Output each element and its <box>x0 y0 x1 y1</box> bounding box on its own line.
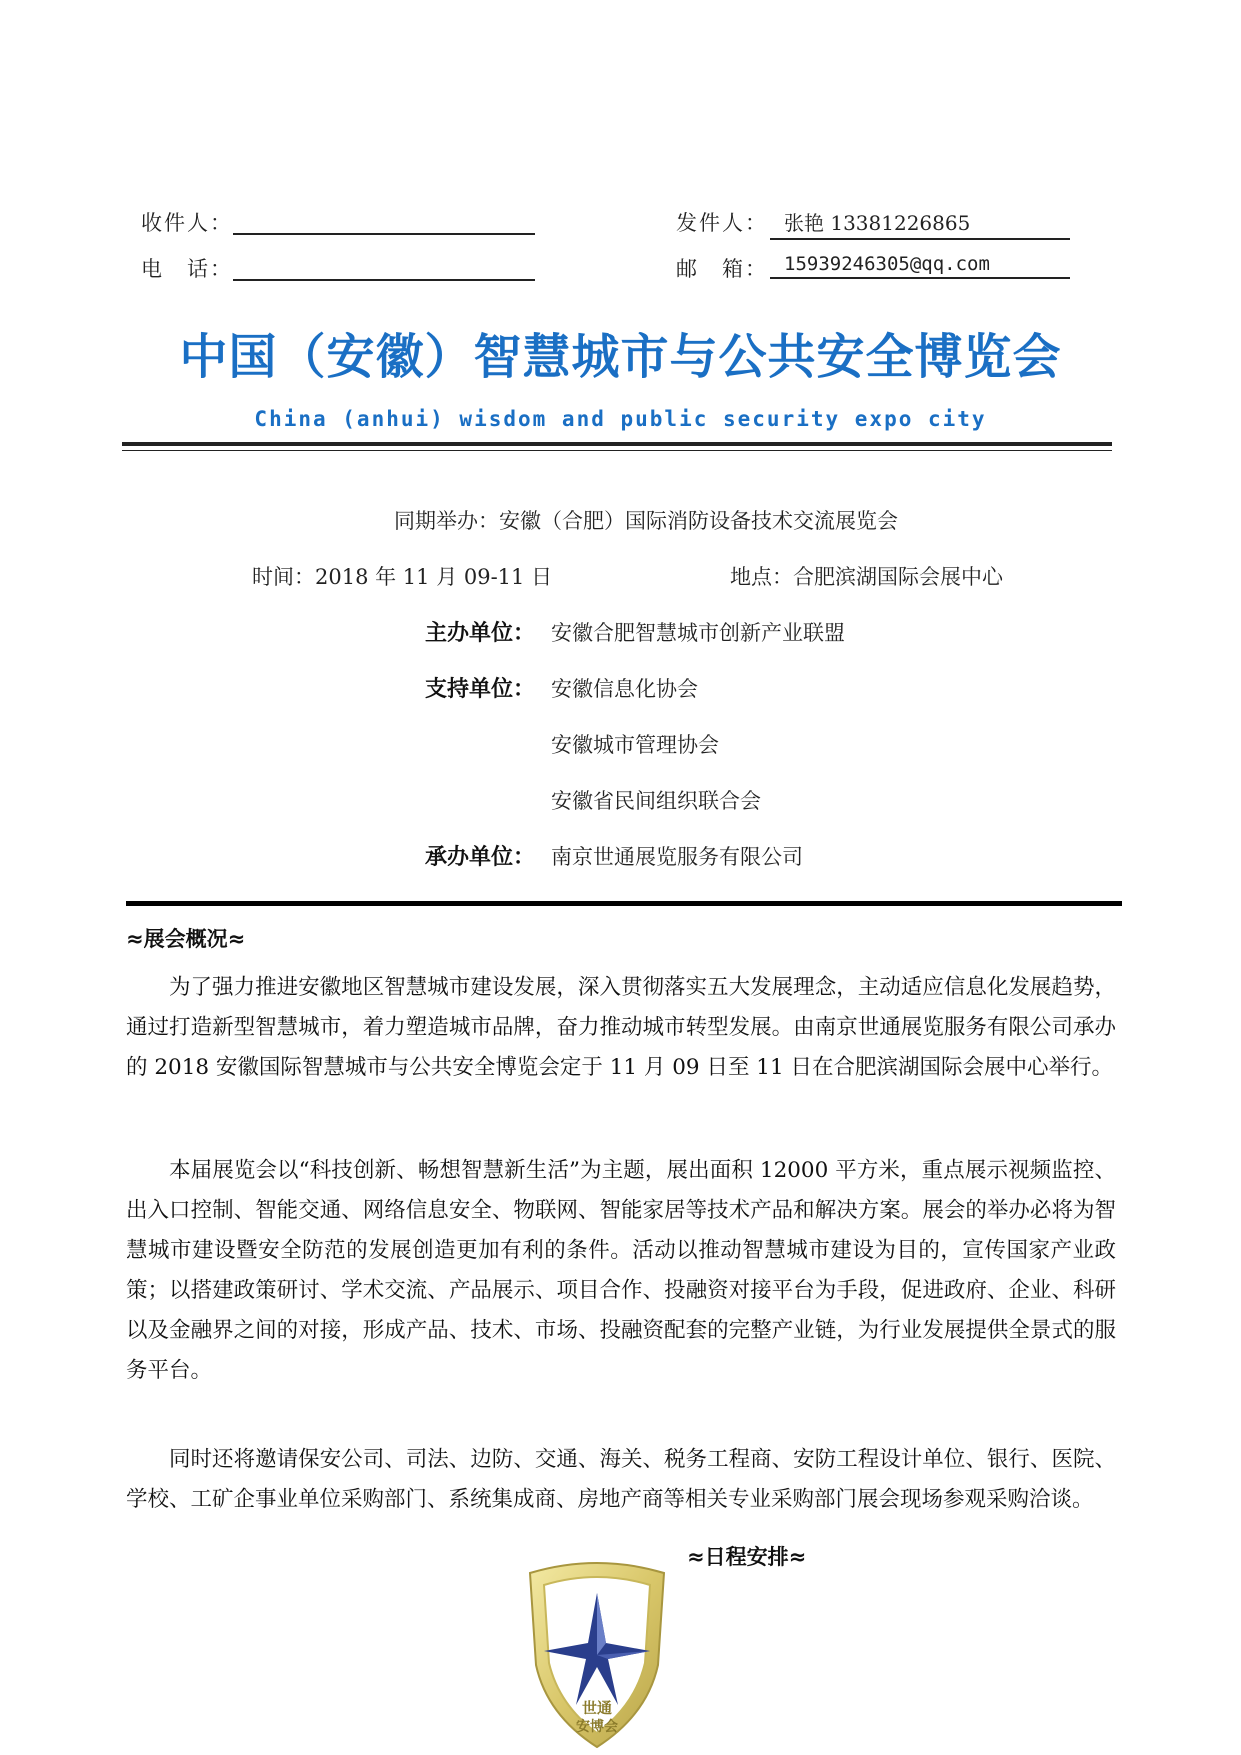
host-value: 安徽合肥智慧城市创新产业联盟 <box>551 621 845 645</box>
recipient-label: 收件人： <box>141 211 233 235</box>
undertaker-label: 承办单位： <box>425 845 536 870</box>
host-label: 主办单位： <box>425 621 536 646</box>
concurrent-event: 同期举办：安徽（合肥）国际消防设备技术交流展览会 <box>394 509 898 533</box>
overview-paragraph-3: 同时还将邀请保安公司、司法、边防、交通、海关、税务工程商、安防工程设计单位、银行、医院、学校、工矿企事业单位采购部门、系统集成商、房地产商等相关专业采购部门展会现场参观采购洽谈。 <box>126 1447 1116 1512</box>
title-rule-thick <box>122 442 1112 446</box>
page-title: 中国（安徽）智慧城市与公共安全博览会 <box>179 329 1062 385</box>
overview-paragraph-2: 本届展览会以“科技创新、畅想智慧新生活”为主题，展出面积 12000 平方米，重点展示视频监控、出入口控制、智能交通、网络信息安全、物联网、智能家居等技术产品和解决方案。展会的举办必将为智慧城市建设暨安全防范的发展创造更加有利的条件。活动以推动智慧城市建设为目的，宣传国家产业政策；以搭建政策研讨、学术交流、产品展示、项目合作、投融资对接平台为手段，促进政府、企业、科研以及金融界之间的对接，形成产品、技术、市场、投融资配套的完整产业链，为行业发展提供全景式的服务平台。 <box>126 1158 1116 1383</box>
event-time: 时间：2018 年 11 月 09-11 日 <box>252 565 553 589</box>
recipient-field <box>233 209 535 235</box>
email-label: 邮 箱： <box>676 257 768 281</box>
support-value-3: 安徽省民间组织联合会 <box>551 789 761 813</box>
title-rule-thin <box>122 450 1112 451</box>
phone-field <box>233 255 535 281</box>
logo-text-line1: 世通 <box>581 1699 613 1717</box>
logo-text-line2: 安博会 <box>576 1719 618 1735</box>
schedule-heading: ≈日程安排≈ <box>681 1541 806 1571</box>
phone-label: 电 话： <box>141 257 233 281</box>
support-value-2: 安徽城市管理协会 <box>551 733 719 757</box>
shield-star-logo-icon <box>522 1555 672 1750</box>
sender-value: 张艳 13381226865 <box>770 207 1070 240</box>
sender-label: 发件人： <box>676 211 768 235</box>
support-label: 支持单位： <box>425 677 536 702</box>
section-divider <box>126 901 1122 906</box>
event-location: 地点：合肥滨湖国际会展中心 <box>730 565 1003 589</box>
overview-heading: ≈展会概况≈ <box>126 927 246 951</box>
undertaker-value: 南京世通展览服务有限公司 <box>551 845 803 869</box>
support-value-1: 安徽信息化协会 <box>551 677 698 701</box>
page-subtitle-english: China (anhui) wisdom and public security expo city <box>254 407 987 431</box>
overview-paragraph-1: 为了强力推进安徽地区智慧城市建设发展，深入贯彻落实五大发展理念，主动适应信息化发展趋势，通过打造新型智慧城市，着力塑造城市品牌，奋力推动城市转型发展。由南京世通展览服务有限公司承办的 2018 安徽国际智慧城市与公共安全博览会定于 11 月 09 日至 11 日在合肥滨湖国际会展中心举行。 <box>126 975 1116 1080</box>
email-value: 15939246305@qq.com <box>770 253 1070 279</box>
